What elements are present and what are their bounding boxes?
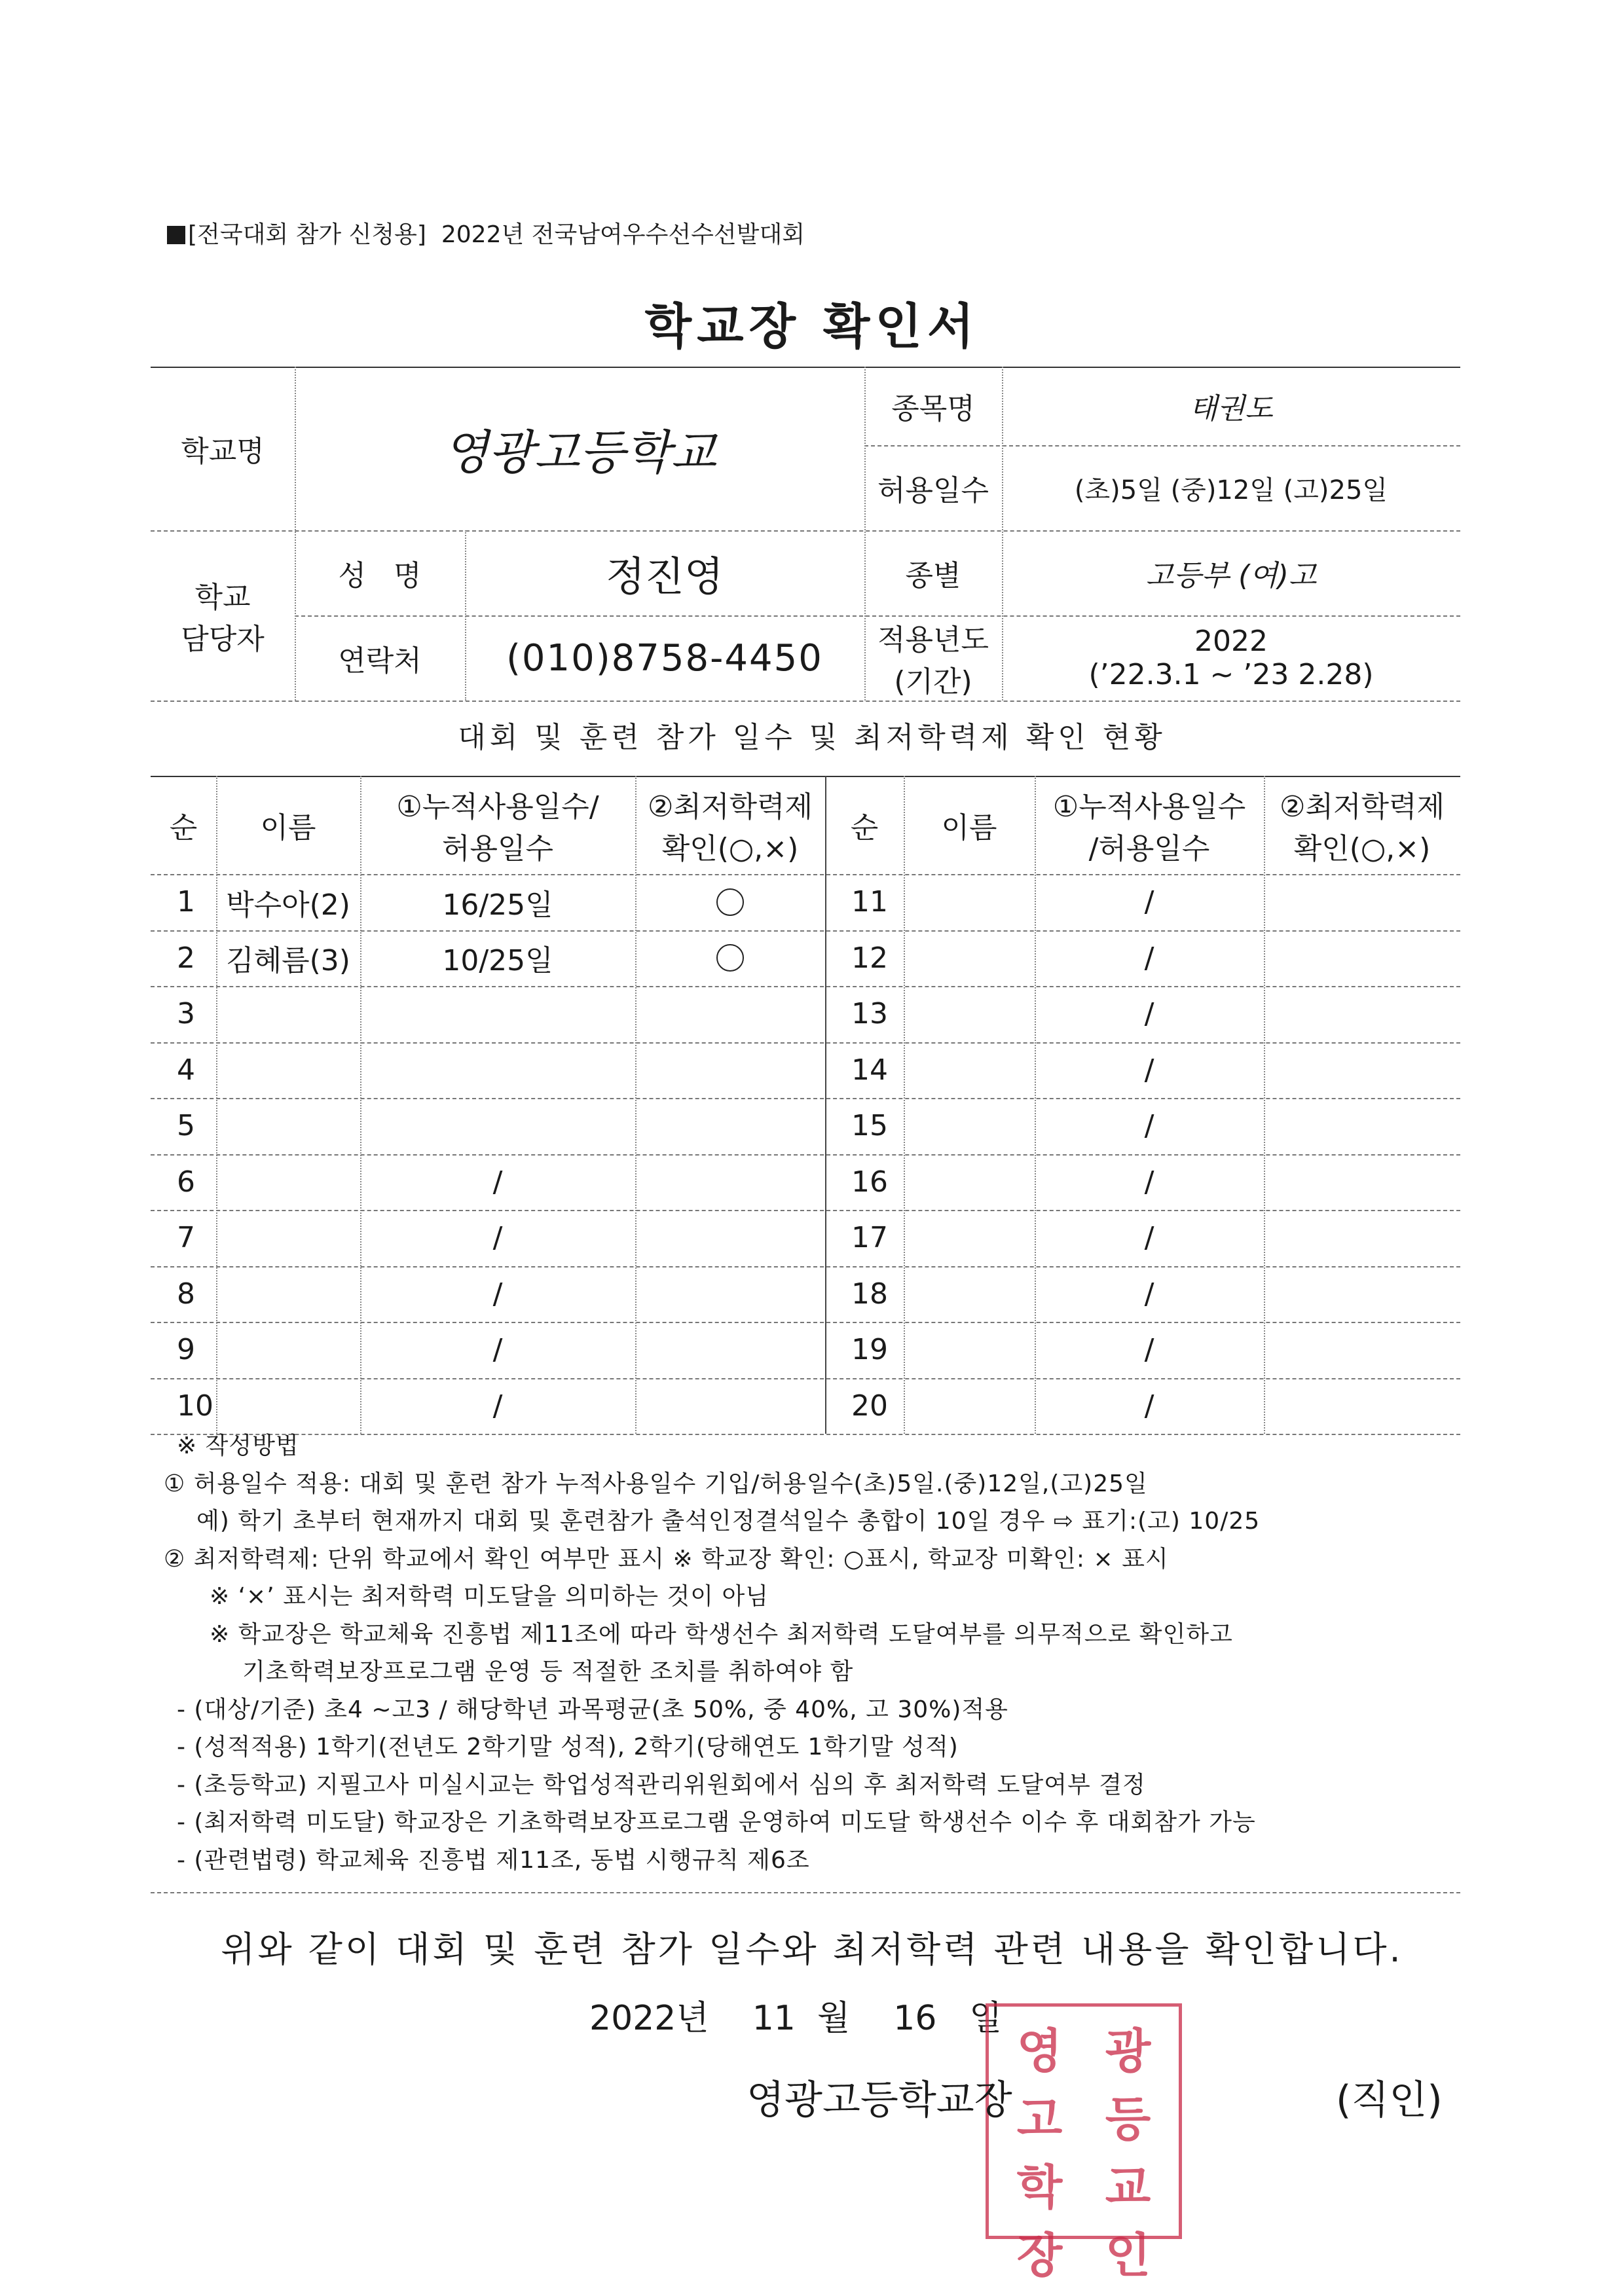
seal-char: 영	[1016, 2024, 1063, 2079]
row-number-right: 19	[851, 1333, 888, 1367]
col-header-name: 이름	[260, 811, 316, 845]
col-header-min-right-line2: 확인(○,×)	[1293, 832, 1431, 866]
year-value	[1002, 615, 1460, 701]
row-check-right	[1264, 874, 1460, 930]
row-number-right: 18	[851, 1277, 888, 1311]
row-check-right	[1264, 1378, 1460, 1434]
row-name-right	[904, 1154, 1035, 1211]
row-number: 8	[177, 1277, 195, 1311]
row-name-right	[904, 986, 1035, 1042]
info-divider	[151, 701, 1460, 702]
row-number: 10	[177, 1389, 213, 1423]
col-header-days-line1: ①누적사용일수/	[396, 790, 599, 824]
row-name-right	[904, 1098, 1035, 1154]
row-days-right: /	[1144, 1333, 1154, 1367]
row-check	[635, 1266, 825, 1322]
row-number-right: 12	[851, 941, 888, 975]
circle-mark-icon	[716, 888, 744, 916]
row-days	[360, 1098, 635, 1154]
col-header-days	[360, 776, 635, 874]
row-name-right	[904, 874, 1035, 930]
row-name	[216, 986, 360, 1042]
name-label: 성 명	[338, 559, 422, 592]
seal-char: 고	[1016, 2092, 1063, 2147]
row-check-right	[1264, 1098, 1460, 1154]
row-days: /	[492, 1165, 503, 1199]
row-days-right: /	[1144, 997, 1154, 1031]
row-name-right	[904, 1266, 1035, 1322]
date-day-unit: 일	[969, 1999, 1003, 2038]
col-header-days-right-line1: ①누적사용일수	[1052, 790, 1246, 824]
col-header-min-right	[1264, 776, 1460, 874]
row-days-right: /	[1144, 1221, 1154, 1255]
date-day: 16	[893, 1999, 937, 2038]
note-line: - (관련법령) 학교체육 진흥법 제11조, 동법 시행규칙 제6조	[177, 1846, 810, 1874]
row-number: 6	[177, 1165, 195, 1199]
row-check	[635, 1210, 825, 1266]
section-title: 대회 및 훈련 참가 일수 및 최저학력제 확인 현황	[458, 721, 1166, 754]
note-line: 기초학력보장프로그램 운영 등 적절한 조치를 취하여야 함	[242, 1658, 854, 1685]
seal-note: (직인)	[1336, 2077, 1443, 2123]
col-header-no-right: 순	[850, 811, 879, 845]
row-days: /	[492, 1333, 503, 1367]
table-row-border	[151, 1434, 1460, 1435]
seal-char: 교	[1105, 2160, 1151, 2215]
manager-label-line1: 학교	[194, 581, 251, 614]
notes-bottom-border	[151, 1892, 1460, 1893]
col-header-days-right-line2: /허용일수	[1088, 832, 1210, 866]
issue-date	[589, 1990, 1002, 2039]
row-name	[216, 1378, 360, 1434]
date-month: 11	[752, 1999, 796, 2038]
note-line: ① 허용일수 적용: 대회 및 훈련 참가 누적사용일수 기입/허용일수(초)5일.(중)12일,(고)25일	[164, 1470, 1148, 1497]
row-check	[635, 1098, 825, 1154]
row-days-right: /	[1144, 1109, 1154, 1143]
row-check-right	[1264, 986, 1460, 1042]
allow-value: (초)5일 (중)12일 (고)25일	[1074, 475, 1388, 505]
row-number: 1	[177, 885, 195, 919]
row-number: 2	[177, 941, 195, 975]
row-name	[216, 1210, 360, 1266]
year-label-line2: (기간)	[894, 665, 972, 699]
row-name	[216, 1322, 360, 1378]
row-check	[635, 1322, 825, 1378]
type-label: 종별	[905, 559, 961, 592]
col-header-min-line2: 확인(○,×)	[661, 832, 799, 866]
sport-label: 종목명	[891, 392, 975, 426]
row-name: 박수아(2)	[226, 888, 350, 922]
row-check-right	[1264, 1154, 1460, 1211]
seal-char: 인	[1105, 2228, 1151, 2283]
row-number: 3	[177, 997, 195, 1031]
school-label: 학교명	[181, 435, 265, 468]
allow-label: 허용일수	[877, 474, 989, 507]
note-line: - (최저학력 미도달) 학교장은 기초학력보장프로그램 운영하여 미도달 학생선수 이수 후 대회참가 가능	[177, 1809, 1256, 1836]
row-check	[635, 986, 825, 1042]
row-name-right	[904, 1210, 1035, 1266]
square-bullet-icon	[167, 226, 185, 244]
note-line: - (초등학교) 지필고사 미실시교는 학업성적관리위원회에서 심의 후 최저학력 도달여부 결정	[177, 1771, 1146, 1798]
row-number: 7	[177, 1221, 195, 1255]
row-days: /	[492, 1389, 503, 1423]
note-line: ※ 학교장은 학교체육 진흥법 제11조에 따라 학생선수 최저학력 도달여부를 의무적으로 확인하고	[210, 1620, 1233, 1648]
note-line: 예) 학기 초부터 현재까지 대회 및 훈련참가 출석인정결석일수 총합이 10일 경우 ⇨ 표기:(고) 10/25	[196, 1508, 1261, 1535]
year-label-line1: 적용년도	[877, 623, 989, 657]
col-header-min-right-line1: ②최저학력제	[1280, 790, 1445, 824]
contact-value: (010)8758-4450	[506, 636, 823, 680]
row-check	[635, 1154, 825, 1211]
manager-label-line2: 담당자	[181, 623, 265, 656]
row-name-right	[904, 930, 1035, 987]
sport-value: 태권도	[1189, 392, 1273, 426]
row-days-right: /	[1144, 1053, 1154, 1087]
row-check	[635, 1042, 825, 1099]
seal-char: 학	[1016, 2160, 1063, 2215]
row-number-right: 20	[851, 1389, 888, 1423]
row-days-right: /	[1144, 1165, 1154, 1199]
row-check-right	[1264, 1210, 1460, 1266]
col-header-days-line2: 허용일수	[441, 832, 553, 866]
date-year: 2022년	[589, 1999, 709, 2038]
row-days-right: /	[1144, 1389, 1154, 1423]
year-label	[864, 615, 1002, 701]
row-number-right: 13	[851, 997, 888, 1031]
row-number-right: 11	[851, 885, 888, 919]
row-name-right	[904, 1042, 1035, 1099]
note-line: ※ ‘×’ 표시는 최저학력 미도달을 의미하는 것이 아님	[210, 1583, 769, 1610]
row-number-right: 17	[851, 1221, 888, 1255]
circle-mark-icon	[716, 944, 744, 972]
row-name-right	[904, 1322, 1035, 1378]
row-name-right	[904, 1378, 1035, 1434]
row-check-right	[1264, 1322, 1460, 1378]
document-header	[167, 216, 805, 249]
row-number-right: 15	[851, 1109, 888, 1143]
row-check-right	[1264, 930, 1460, 987]
col-header-min-line1: ②최저학력제	[648, 790, 813, 824]
header-event: 2022년 전국남여우수선수선발대회	[441, 221, 805, 248]
row-days-right: /	[1144, 885, 1154, 919]
row-days: /	[492, 1221, 503, 1255]
principal-signature: 영광고등학교장	[747, 2077, 1012, 2123]
col-header-name-right: 이름	[941, 811, 997, 845]
row-number: 9	[177, 1333, 195, 1367]
row-days-right: /	[1144, 1277, 1154, 1311]
row-name	[216, 1266, 360, 1322]
year-value-line2: (’22.3.1 ~ ’23 2.28)	[1088, 658, 1374, 691]
seal-char: 광	[1105, 2024, 1151, 2079]
document-title: 학교장 확인서	[644, 299, 980, 355]
type-value: 고등부 (여)고	[1145, 559, 1317, 592]
row-days: 16/25일	[442, 888, 553, 922]
row-days	[360, 986, 635, 1042]
seal-char: 장	[1016, 2228, 1063, 2283]
row-name	[216, 1154, 360, 1211]
contact-label: 연락처	[338, 644, 422, 678]
official-seal	[986, 2003, 1182, 2283]
row-days: 10/25일	[442, 944, 553, 978]
notes-heading: ※ 작성방법	[177, 1432, 299, 1459]
row-check-right	[1264, 1042, 1460, 1099]
note-line: ② 최저학력제: 단위 학교에서 확인 여부만 표시 ※ 학교장 확인: ○표시, 학교장 미확인: × 표시	[164, 1545, 1169, 1573]
row-check	[635, 930, 825, 987]
date-month-unit: 월	[817, 1999, 851, 2038]
row-name	[216, 1042, 360, 1099]
row-number: 5	[177, 1109, 195, 1143]
row-days: /	[492, 1277, 503, 1311]
note-line: - (대상/기준) 초4 ~고3 / 해당학년 과목평균(초 50%, 중 40%, 고 30%)적용	[177, 1696, 1008, 1723]
row-name	[216, 1098, 360, 1154]
row-number: 4	[177, 1053, 195, 1087]
manager-label	[151, 530, 295, 701]
header-category: [전국대회 참가 신청용]	[188, 221, 426, 248]
col-header-days-right	[1035, 776, 1264, 874]
school-value: 영광고등학교	[443, 425, 716, 480]
row-check	[635, 874, 825, 930]
col-header-no: 순	[169, 811, 198, 845]
seal-char: 등	[1105, 2092, 1151, 2147]
year-value-line1: 2022	[1194, 625, 1268, 658]
note-line: - (성적적용) 1학기(전년도 2학기말 성적), 2학기(당해연도 1학기말 성적)	[177, 1734, 959, 1760]
confirmation-statement: 위와 같이 대회 및 훈련 참가 일수와 최저학력 관련 내용을 확인합니다.	[221, 1929, 1403, 1970]
row-name: 김혜름(3)	[226, 944, 350, 978]
row-check-right	[1264, 1266, 1460, 1322]
col-header-min	[635, 776, 825, 874]
name-value: 정진영	[606, 552, 724, 600]
row-number-right: 16	[851, 1165, 888, 1199]
row-check	[635, 1378, 825, 1434]
row-days-right: /	[1144, 941, 1154, 975]
row-days	[360, 1042, 635, 1099]
row-number-right: 14	[851, 1053, 888, 1087]
